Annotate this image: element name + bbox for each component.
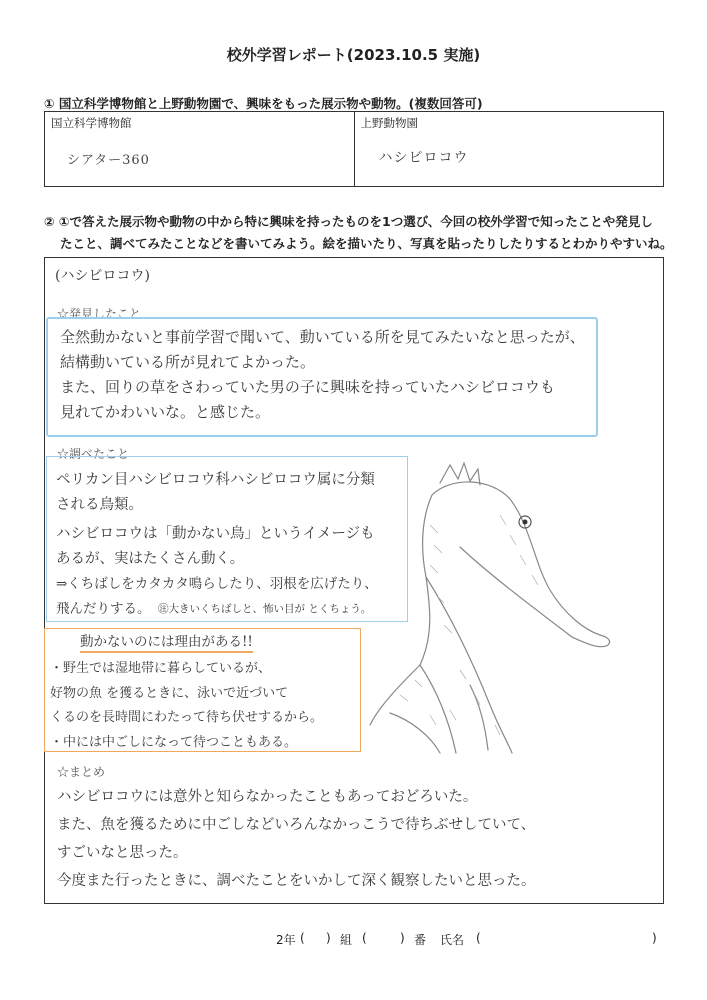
- name-open: (: [476, 931, 481, 945]
- found-line-2: 結構動いている所が見れてよかった。: [60, 353, 316, 371]
- found-heading: ☆発見したこと: [57, 307, 142, 321]
- question-2-line2: たこと、調べてみたことなどを書いてみよう。絵を描いたり、写真を貼ったりしたりするとわかりやすいね。: [60, 236, 673, 251]
- class-close: ): [326, 931, 331, 945]
- answer-table: [44, 111, 664, 187]
- question-2-prompt: [44, 211, 674, 255]
- found-line-4: 見れてかわいいな。と感じた。: [60, 403, 271, 421]
- reason-line-1: ・野生では湿地帯に暮らしているが、: [50, 661, 272, 676]
- research-line-3: ハシビロコウは「動かない鳥」というイメージも: [56, 526, 375, 542]
- museum-answer: シアター360: [67, 153, 150, 168]
- page-title: 校外学習レポート(2023.10.5 実施): [226, 46, 481, 64]
- question-1-prompt: ① 国立科学博物館と上野動物園で、興味をもった展示物や動物。(複数回答可): [44, 96, 483, 111]
- zoo-cell: [354, 112, 664, 186]
- zoo-label: 上野動物園: [360, 116, 418, 130]
- research-line-2: される鳥類。: [56, 497, 143, 513]
- summary-line-2: また、魚を獲るために中ごしなどいろんなかっこうで待ちぶせしていて、: [57, 817, 536, 833]
- summary-heading: ☆まとめ: [57, 765, 106, 779]
- found-line-3: また、回りの草をさわっていた男の子に興味を持っていたハシビロコウも: [60, 378, 555, 396]
- number-open: (: [362, 931, 367, 945]
- reason-line-3: くるのを長時間にわたって待ち伏せするから。: [50, 710, 324, 725]
- reason-heading: 動かないのには理由がある!!: [80, 630, 253, 653]
- class-open: (: [300, 931, 305, 945]
- name-close: ): [652, 931, 657, 945]
- summary-line-1: ハシビロコウには意外と知らなかったこともあっておどろいた。: [57, 789, 478, 805]
- research-line-1: ペリカン目ハシビロコウ科ハシビロコウ属に分類: [56, 472, 375, 488]
- research-line-6: 飛んだりする。: [56, 601, 151, 617]
- zoo-answer: ハシビロコウ: [378, 150, 469, 166]
- museum-label: 国立科学博物館: [51, 116, 132, 130]
- summary-line-3: すごいなと思った。: [57, 845, 188, 861]
- number-label: 番: [414, 933, 427, 947]
- research-note: ㊟大きいくちばしと、怖い目が とくちょう。: [158, 603, 372, 615]
- museum-cell: [45, 112, 354, 186]
- grade-label: 2年: [276, 933, 296, 947]
- shoebill-drawing: [360, 455, 650, 755]
- reason-line-4: ・中には中ごしになって待つこともある。: [50, 735, 298, 750]
- research-line-5: ⇒くちばしをカタカタ鳴らしたり、羽根を広げたり、: [56, 576, 378, 592]
- name-label: 氏名: [440, 933, 465, 947]
- report-subject: (ハシビロコウ): [55, 268, 150, 284]
- class-label: 組: [340, 933, 353, 947]
- reason-line-2: 好物の魚 を獲るときに、泳いで近づいて: [50, 686, 289, 701]
- research-line-4: あるが、実はたくさん動く。: [56, 551, 245, 567]
- found-line-1: 全然動かないと事前学習で聞いて、動いている所を見てみたいなと思ったが、: [60, 328, 585, 346]
- research-heading: ☆調べたこと: [57, 447, 130, 461]
- number-close: ): [400, 931, 405, 945]
- question-2-line1: ② ①で答えた展示物や動物の中から特に興味を持ったものを1つ選び、今回の校外学習で知ったことや発見し: [44, 214, 653, 229]
- summary-line-4: 今度また行ったときに、調べたことをいかして深く観察したいと思った。: [57, 873, 536, 889]
